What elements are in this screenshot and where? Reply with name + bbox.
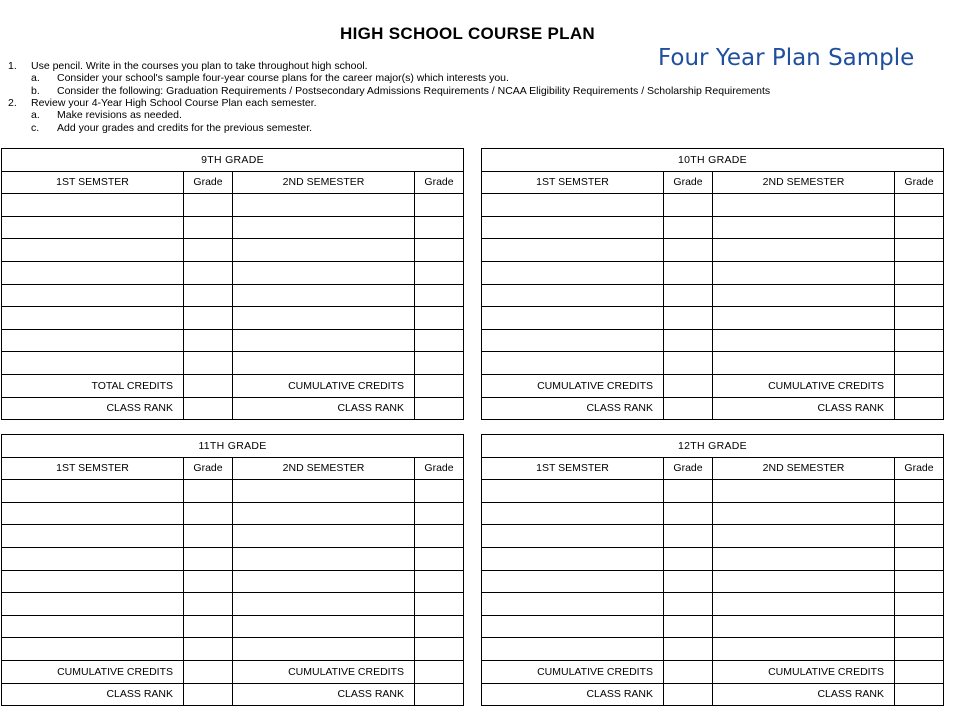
grade-header: Grade	[184, 171, 233, 194]
course-row	[2, 593, 464, 616]
course-cell[interactable]	[233, 593, 415, 616]
grade-title: 10TH GRADE	[482, 149, 944, 172]
class-rank-label: CLASS RANK	[713, 397, 895, 420]
grade-cell[interactable]	[895, 239, 944, 262]
course-row	[2, 284, 464, 307]
course-cell[interactable]	[482, 547, 664, 570]
credits-value-cell[interactable]	[664, 374, 713, 397]
course-row	[482, 352, 944, 375]
course-cell[interactable]	[233, 638, 415, 661]
course-cell[interactable]	[482, 525, 664, 548]
course-cell[interactable]	[482, 638, 664, 661]
grade-cell[interactable]	[664, 525, 713, 548]
credits-value-cell[interactable]	[664, 660, 713, 683]
instruction-marker: c.	[31, 122, 40, 134]
instruction-text: Make revisions as needed.	[57, 109, 182, 121]
grade-cell[interactable]	[415, 284, 464, 307]
grade-header: Grade	[895, 457, 944, 480]
course-cell[interactable]	[2, 502, 184, 525]
course-cell[interactable]	[2, 307, 184, 330]
class-rank-cell[interactable]	[664, 683, 713, 706]
course-cell[interactable]	[2, 593, 184, 616]
grade-cell[interactable]	[415, 216, 464, 239]
course-row	[2, 638, 464, 661]
course-row	[482, 239, 944, 262]
grade-cell[interactable]	[895, 261, 944, 284]
grade-header: Grade	[415, 457, 464, 480]
grade-header: Grade	[895, 171, 944, 194]
course-cell[interactable]	[713, 284, 895, 307]
first-semester-header: 1ST SEMSTER	[482, 171, 664, 194]
grade-cell[interactable]	[895, 570, 944, 593]
course-cell[interactable]	[482, 216, 664, 239]
course-cell[interactable]	[482, 239, 664, 262]
credits-label: CUMULATIVE CREDITS	[482, 374, 664, 397]
grade-cell[interactable]	[895, 638, 944, 661]
grade-cell[interactable]	[184, 284, 233, 307]
course-row	[2, 547, 464, 570]
grade-cell[interactable]	[184, 329, 233, 352]
instruction-marker: a.	[31, 72, 40, 84]
course-row	[482, 261, 944, 284]
course-cell[interactable]	[233, 615, 415, 638]
grade-cell[interactable]	[664, 352, 713, 375]
class-rank-cell[interactable]	[415, 397, 464, 420]
grade-cell[interactable]	[184, 307, 233, 330]
grade-cell[interactable]	[895, 547, 944, 570]
grade-cell[interactable]	[184, 570, 233, 593]
course-row	[2, 329, 464, 352]
grade-cell[interactable]	[415, 615, 464, 638]
course-cell[interactable]	[2, 284, 184, 307]
course-cell[interactable]	[233, 352, 415, 375]
second-semester-header: 2ND SEMESTER	[713, 457, 895, 480]
instruction-text: Consider the following: Graduation Requirements / Postsecondary Admissions Requirements / NCAA Eligibility Requirements / Scholarship Requirements	[57, 85, 771, 97]
grade-cell[interactable]	[895, 352, 944, 375]
course-cell[interactable]	[2, 480, 184, 503]
course-cell[interactable]	[482, 480, 664, 503]
course-cell[interactable]	[2, 261, 184, 284]
course-cell[interactable]	[233, 194, 415, 217]
course-cell[interactable]	[233, 284, 415, 307]
class-rank-cell[interactable]	[184, 683, 233, 706]
course-cell[interactable]	[233, 239, 415, 262]
course-cell[interactable]	[482, 570, 664, 593]
grade-cell[interactable]	[415, 352, 464, 375]
grade-cell[interactable]	[415, 502, 464, 525]
grade-header: Grade	[664, 457, 713, 480]
grade-title: 12TH GRADE	[482, 435, 944, 458]
course-row	[482, 547, 944, 570]
course-cell[interactable]	[482, 261, 664, 284]
course-cell[interactable]	[2, 525, 184, 548]
course-cell[interactable]	[482, 502, 664, 525]
grade-title: 11TH GRADE	[2, 435, 464, 458]
grade-cell[interactable]	[415, 638, 464, 661]
grade-cell[interactable]	[415, 480, 464, 503]
course-row	[482, 615, 944, 638]
grade-cell[interactable]	[664, 547, 713, 570]
course-cell[interactable]	[713, 329, 895, 352]
grade-cell[interactable]	[664, 502, 713, 525]
course-cell[interactable]	[713, 216, 895, 239]
class-rank-label: CLASS RANK	[713, 683, 895, 706]
second-semester-header: 2ND SEMESTER	[713, 171, 895, 194]
course-cell[interactable]	[2, 638, 184, 661]
instruction-text: Add your grades and credits for the previous semester.	[57, 122, 313, 134]
course-row	[482, 307, 944, 330]
credits-value-cell[interactable]	[184, 374, 233, 397]
course-row	[482, 194, 944, 217]
course-cell[interactable]	[2, 194, 184, 217]
instruction-text: Review your 4-Year High School Course Plan each semester.	[31, 97, 317, 109]
class-rank-cell[interactable]	[415, 683, 464, 706]
second-semester-header: 2ND SEMESTER	[233, 171, 415, 194]
course-cell[interactable]	[2, 615, 184, 638]
grade-cell[interactable]	[664, 194, 713, 217]
course-row	[2, 502, 464, 525]
grade-cell[interactable]	[184, 194, 233, 217]
grade-cell[interactable]	[184, 615, 233, 638]
grade-title: 9TH GRADE	[2, 149, 464, 172]
class-rank-cell[interactable]	[664, 397, 713, 420]
class-rank-label: CLASS RANK	[482, 397, 664, 420]
class-rank-cell[interactable]	[895, 683, 944, 706]
credits-label: TOTAL CREDITS	[2, 374, 184, 397]
course-cell[interactable]	[233, 261, 415, 284]
grade-cell[interactable]	[184, 239, 233, 262]
grade-cell[interactable]	[184, 352, 233, 375]
course-row	[482, 570, 944, 593]
grade-cell[interactable]	[895, 284, 944, 307]
course-cell[interactable]	[713, 194, 895, 217]
grade-cell[interactable]	[415, 239, 464, 262]
course-cell[interactable]	[2, 352, 184, 375]
course-row	[482, 480, 944, 503]
grade-cell[interactable]	[895, 615, 944, 638]
grade-cell[interactable]	[415, 570, 464, 593]
course-cell[interactable]	[233, 547, 415, 570]
grade-cell[interactable]	[415, 194, 464, 217]
course-cell[interactable]	[482, 284, 664, 307]
class-rank-label: CLASS RANK	[2, 683, 184, 706]
class-rank-cell[interactable]	[895, 397, 944, 420]
credits-value-cell[interactable]	[895, 374, 944, 397]
instruction-marker: a.	[31, 109, 40, 121]
plan-subtitle: Four Year Plan Sample	[658, 45, 915, 71]
grade-cell[interactable]	[184, 480, 233, 503]
grade-cell[interactable]	[415, 261, 464, 284]
grade-cell[interactable]	[664, 329, 713, 352]
course-cell[interactable]	[713, 638, 895, 661]
course-row	[2, 307, 464, 330]
course-row	[2, 352, 464, 375]
first-semester-header: 1ST SEMSTER	[2, 171, 184, 194]
grade-cell[interactable]	[664, 570, 713, 593]
course-row	[482, 284, 944, 307]
second-semester-header: 2ND SEMESTER	[233, 457, 415, 480]
course-row	[2, 480, 464, 503]
credits-value-cell[interactable]	[184, 660, 233, 683]
course-row	[2, 570, 464, 593]
credits-value-cell[interactable]	[895, 660, 944, 683]
grade-header: Grade	[415, 171, 464, 194]
grade-cell[interactable]	[895, 480, 944, 503]
credits-value-cell[interactable]	[415, 374, 464, 397]
course-row	[482, 502, 944, 525]
course-cell[interactable]	[482, 593, 664, 616]
grade-cell[interactable]	[664, 638, 713, 661]
course-row	[2, 216, 464, 239]
credits-value-cell[interactable]	[415, 660, 464, 683]
course-cell[interactable]	[233, 525, 415, 548]
grade-cell[interactable]	[415, 593, 464, 616]
grade-cell[interactable]	[664, 261, 713, 284]
course-cell[interactable]	[233, 570, 415, 593]
grade-cell[interactable]	[184, 261, 233, 284]
grade-cell[interactable]	[895, 216, 944, 239]
grade-11-table	[1, 434, 464, 706]
grade-9-table	[1, 148, 464, 420]
first-semester-header: 1ST SEMSTER	[2, 457, 184, 480]
grade-cell[interactable]	[895, 307, 944, 330]
grade-10-table	[481, 148, 944, 420]
course-cell[interactable]	[482, 329, 664, 352]
course-cell[interactable]	[713, 352, 895, 375]
grade-cell[interactable]	[664, 480, 713, 503]
grade-cell[interactable]	[184, 638, 233, 661]
class-rank-label: CLASS RANK	[2, 397, 184, 420]
course-cell[interactable]	[713, 480, 895, 503]
grade-cell[interactable]	[664, 593, 713, 616]
credits-label: CUMULATIVE CREDITS	[233, 374, 415, 397]
grade-cell[interactable]	[184, 502, 233, 525]
course-cell[interactable]	[713, 239, 895, 262]
course-cell[interactable]	[713, 570, 895, 593]
course-row	[2, 261, 464, 284]
course-cell[interactable]	[2, 547, 184, 570]
instruction-marker: 2.	[8, 97, 17, 109]
course-cell[interactable]	[233, 307, 415, 330]
grade-cell[interactable]	[664, 615, 713, 638]
course-row	[482, 216, 944, 239]
class-rank-label: CLASS RANK	[233, 683, 415, 706]
grade-cell[interactable]	[184, 216, 233, 239]
grade-cell[interactable]	[415, 307, 464, 330]
grade-cell[interactable]	[895, 525, 944, 548]
grade-cell[interactable]	[415, 547, 464, 570]
course-cell[interactable]	[713, 525, 895, 548]
course-cell[interactable]	[2, 570, 184, 593]
credits-label: CUMULATIVE CREDITS	[713, 660, 895, 683]
grade-cell[interactable]	[184, 547, 233, 570]
grade-cell[interactable]	[664, 284, 713, 307]
credits-label: CUMULATIVE CREDITS	[233, 660, 415, 683]
grade-cell[interactable]	[415, 329, 464, 352]
class-rank-label: CLASS RANK	[482, 683, 664, 706]
course-cell[interactable]	[482, 307, 664, 330]
course-row	[482, 525, 944, 548]
class-rank-cell[interactable]	[184, 397, 233, 420]
instruction-marker: 1.	[8, 60, 17, 72]
course-cell[interactable]	[713, 593, 895, 616]
course-cell[interactable]	[233, 502, 415, 525]
credits-label: CUMULATIVE CREDITS	[713, 374, 895, 397]
course-cell[interactable]	[713, 547, 895, 570]
course-cell[interactable]	[482, 194, 664, 217]
course-row	[482, 593, 944, 616]
instruction-text: Consider your school's sample four-year course plans for the career major(s) which interests you.	[57, 72, 509, 84]
course-cell[interactable]	[233, 216, 415, 239]
course-cell[interactable]	[713, 261, 895, 284]
first-semester-header: 1ST SEMSTER	[482, 457, 664, 480]
course-cell[interactable]	[713, 502, 895, 525]
course-cell[interactable]	[713, 307, 895, 330]
course-cell[interactable]	[233, 480, 415, 503]
course-cell[interactable]	[2, 329, 184, 352]
page-title: HIGH SCHOOL COURSE PLAN	[340, 24, 595, 43]
instruction-text: Use pencil. Write in the courses you plan to take throughout high school.	[31, 60, 368, 72]
course-cell[interactable]	[233, 329, 415, 352]
grade-cell[interactable]	[895, 593, 944, 616]
course-cell[interactable]	[713, 615, 895, 638]
course-row	[2, 239, 464, 262]
grade-cell[interactable]	[184, 593, 233, 616]
credits-label: CUMULATIVE CREDITS	[2, 660, 184, 683]
class-rank-label: CLASS RANK	[233, 397, 415, 420]
course-row	[482, 638, 944, 661]
course-cell[interactable]	[2, 216, 184, 239]
grade-cell[interactable]	[895, 329, 944, 352]
grade-cell[interactable]	[895, 502, 944, 525]
grade-header: Grade	[664, 171, 713, 194]
grade-cell[interactable]	[664, 239, 713, 262]
course-cell[interactable]	[482, 352, 664, 375]
course-row	[2, 525, 464, 548]
course-row	[482, 329, 944, 352]
grade-header: Grade	[184, 457, 233, 480]
instruction-marker: b.	[31, 85, 40, 97]
grade-cell[interactable]	[184, 525, 233, 548]
course-row	[2, 194, 464, 217]
course-cell[interactable]	[2, 239, 184, 262]
grade-cell[interactable]	[415, 525, 464, 548]
grade-cell[interactable]	[895, 194, 944, 217]
grade-cell[interactable]	[664, 307, 713, 330]
credits-label: CUMULATIVE CREDITS	[482, 660, 664, 683]
grade-12-table	[481, 434, 944, 706]
course-cell[interactable]	[482, 615, 664, 638]
course-row	[2, 615, 464, 638]
grade-cell[interactable]	[664, 216, 713, 239]
